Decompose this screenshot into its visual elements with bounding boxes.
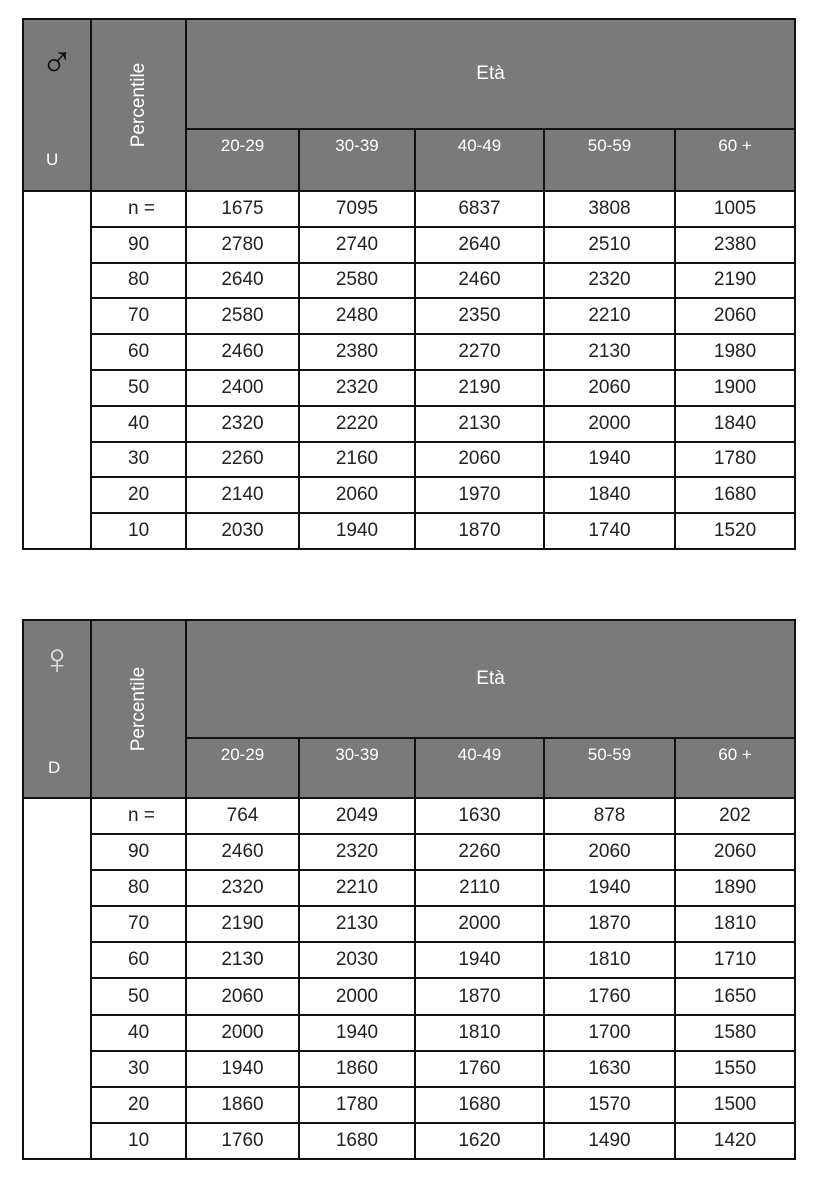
- age-group-header: 30-39: [299, 738, 415, 798]
- cell-value: 1420: [675, 1123, 795, 1159]
- row-label: 20: [91, 477, 186, 513]
- cell-value: 2320: [544, 263, 675, 299]
- cell-value: 1760: [544, 978, 675, 1014]
- cell-value: 2130: [186, 942, 299, 978]
- cell-value: 1940: [415, 942, 544, 978]
- row-label: 70: [91, 298, 186, 334]
- cell-value: 1760: [186, 1123, 299, 1159]
- cell-value: 1780: [675, 442, 795, 478]
- cell-value: 1500: [675, 1087, 795, 1123]
- age-group-header: 40-49: [415, 129, 544, 191]
- table-row: [23, 942, 795, 978]
- table-row: [23, 298, 795, 334]
- cell-value: 1870: [415, 978, 544, 1014]
- table-row: [23, 513, 795, 549]
- cell-value: 2580: [299, 263, 415, 299]
- row-label: 40: [91, 406, 186, 442]
- cell-value: 2160: [299, 442, 415, 478]
- cell-value: 1650: [675, 978, 795, 1014]
- row-label: 10: [91, 1123, 186, 1159]
- cell-value: 1810: [415, 1015, 544, 1051]
- table-row: [23, 906, 795, 942]
- blank-column: [23, 798, 91, 1159]
- table-row: [23, 978, 795, 1014]
- cell-value: 1940: [544, 442, 675, 478]
- row-label: n =: [91, 798, 186, 834]
- cell-value: 2130: [415, 406, 544, 442]
- cell-value: 2580: [186, 298, 299, 334]
- age-group-header: 50-59: [544, 738, 675, 798]
- row-label: 80: [91, 263, 186, 299]
- row-label: 40: [91, 1015, 186, 1051]
- cell-value: 1710: [675, 942, 795, 978]
- cell-value: 2510: [544, 227, 675, 263]
- row-label: 60: [91, 334, 186, 370]
- cell-value: 1870: [415, 513, 544, 549]
- cell-value: 1005: [675, 191, 795, 227]
- cell-value: 2190: [186, 906, 299, 942]
- row-label: 20: [91, 1087, 186, 1123]
- cell-value: 2210: [544, 298, 675, 334]
- cell-value: 1940: [299, 1015, 415, 1051]
- row-label: 30: [91, 442, 186, 478]
- cell-value: 1675: [186, 191, 299, 227]
- table-row: [23, 370, 795, 406]
- age-header: Età: [186, 19, 795, 129]
- age-header: Età: [186, 620, 795, 738]
- cell-value: 2210: [299, 870, 415, 906]
- cell-value: 2260: [415, 834, 544, 870]
- cell-value: 2640: [415, 227, 544, 263]
- sex-symbol-cell: [23, 620, 91, 738]
- row-label: 60: [91, 942, 186, 978]
- row-label: 50: [91, 978, 186, 1014]
- cell-value: 2400: [186, 370, 299, 406]
- table-row: [23, 191, 795, 227]
- cell-value: 1890: [675, 870, 795, 906]
- cell-value: 2140: [186, 477, 299, 513]
- cell-value: 2060: [675, 834, 795, 870]
- table-row: [23, 334, 795, 370]
- cell-value: 2260: [186, 442, 299, 478]
- percentile-header: Percentile: [91, 19, 186, 191]
- percentile-header: Percentile: [91, 620, 186, 798]
- table-row: [23, 227, 795, 263]
- cell-value: 2060: [544, 370, 675, 406]
- age-group-header: 30-39: [299, 129, 415, 191]
- cell-value: 2190: [415, 370, 544, 406]
- cell-value: 1700: [544, 1015, 675, 1051]
- cell-value: 1940: [186, 1051, 299, 1087]
- age-group-header: 20-29: [186, 738, 299, 798]
- cell-value: 1810: [675, 906, 795, 942]
- cell-value: 6837: [415, 191, 544, 227]
- table-row: [23, 834, 795, 870]
- cell-value: 1900: [675, 370, 795, 406]
- table: [22, 18, 796, 550]
- cell-value: 1860: [299, 1051, 415, 1087]
- blank-column: [23, 191, 91, 549]
- cell-value: 2740: [299, 227, 415, 263]
- cell-value: 2030: [299, 942, 415, 978]
- cell-value: 1580: [675, 1015, 795, 1051]
- cell-value: 1980: [675, 334, 795, 370]
- cell-value: 1550: [675, 1051, 795, 1087]
- cell-value: 2060: [675, 298, 795, 334]
- cell-value: 2320: [299, 370, 415, 406]
- cell-value: 2460: [186, 834, 299, 870]
- table-row: [23, 1015, 795, 1051]
- table-row: [23, 263, 795, 299]
- age-group-header: 60 +: [675, 129, 795, 191]
- cell-value: 2320: [186, 870, 299, 906]
- sex-symbol-cell: [23, 19, 91, 129]
- cell-value: 2000: [544, 406, 675, 442]
- age-group-header: 40-49: [415, 738, 544, 798]
- percentile-table-female: [22, 619, 794, 1160]
- cell-value: 2030: [186, 513, 299, 549]
- cell-value: 2110: [415, 870, 544, 906]
- cell-value: 2460: [186, 334, 299, 370]
- cell-value: 202: [675, 798, 795, 834]
- cell-value: 1570: [544, 1087, 675, 1123]
- cell-value: 1740: [544, 513, 675, 549]
- row-label: 50: [91, 370, 186, 406]
- cell-value: 3808: [544, 191, 675, 227]
- cell-value: 1490: [544, 1123, 675, 1159]
- cell-value: 2060: [415, 442, 544, 478]
- row-label: 90: [91, 227, 186, 263]
- cell-value: 1940: [299, 513, 415, 549]
- cell-value: 2320: [186, 406, 299, 442]
- cell-value: 2350: [415, 298, 544, 334]
- age-group-header: 20-29: [186, 129, 299, 191]
- cell-value: 1680: [415, 1087, 544, 1123]
- cell-value: 2640: [186, 263, 299, 299]
- age-group-header: 50-59: [544, 129, 675, 191]
- cell-value: 1940: [544, 870, 675, 906]
- cell-value: 2380: [675, 227, 795, 263]
- cell-value: 2060: [544, 834, 675, 870]
- table-row: [23, 406, 795, 442]
- table-row: [23, 1087, 795, 1123]
- cell-value: 2320: [299, 834, 415, 870]
- percentile-table-male: [22, 18, 794, 550]
- row-label: 90: [91, 834, 186, 870]
- cell-value: 2000: [299, 978, 415, 1014]
- row-label: 70: [91, 906, 186, 942]
- cell-value: 1860: [186, 1087, 299, 1123]
- male-symbol-icon: ♂: [40, 36, 74, 85]
- cell-value: 1970: [415, 477, 544, 513]
- row-label: n =: [91, 191, 186, 227]
- row-label: 10: [91, 513, 186, 549]
- cell-value: 2000: [186, 1015, 299, 1051]
- cell-value: 878: [544, 798, 675, 834]
- table-row: [23, 798, 795, 834]
- cell-value: 2220: [299, 406, 415, 442]
- table-row: [23, 1123, 795, 1159]
- cell-value: 2000: [415, 906, 544, 942]
- table-row: [23, 1051, 795, 1087]
- row-label: 30: [91, 1051, 186, 1087]
- cell-value: 2270: [415, 334, 544, 370]
- cell-value: 1780: [299, 1087, 415, 1123]
- cell-value: 1630: [544, 1051, 675, 1087]
- cell-value: 2190: [675, 263, 795, 299]
- cell-value: 1840: [544, 477, 675, 513]
- cell-value: 1870: [544, 906, 675, 942]
- cell-value: 1520: [675, 513, 795, 549]
- sex-code: D: [23, 738, 91, 798]
- cell-value: 1680: [299, 1123, 415, 1159]
- cell-value: 2130: [299, 906, 415, 942]
- cell-value: 2060: [186, 978, 299, 1014]
- female-symbol-icon: ♀: [40, 635, 74, 684]
- sex-code: U: [23, 129, 91, 191]
- table-row: [23, 442, 795, 478]
- cell-value: 2380: [299, 334, 415, 370]
- cell-value: 764: [186, 798, 299, 834]
- cell-value: 1760: [415, 1051, 544, 1087]
- table-row: [23, 870, 795, 906]
- cell-value: 2780: [186, 227, 299, 263]
- age-group-header: 60 +: [675, 738, 795, 798]
- cell-value: 2130: [544, 334, 675, 370]
- cell-value: 7095: [299, 191, 415, 227]
- cell-value: 2049: [299, 798, 415, 834]
- cell-value: 2480: [299, 298, 415, 334]
- row-label: 80: [91, 870, 186, 906]
- cell-value: 1680: [675, 477, 795, 513]
- table-row: [23, 477, 795, 513]
- cell-value: 1810: [544, 942, 675, 978]
- cell-value: 1630: [415, 798, 544, 834]
- cell-value: 1620: [415, 1123, 544, 1159]
- cell-value: 2460: [415, 263, 544, 299]
- table: [22, 619, 796, 1160]
- cell-value: 2060: [299, 477, 415, 513]
- cell-value: 1840: [675, 406, 795, 442]
